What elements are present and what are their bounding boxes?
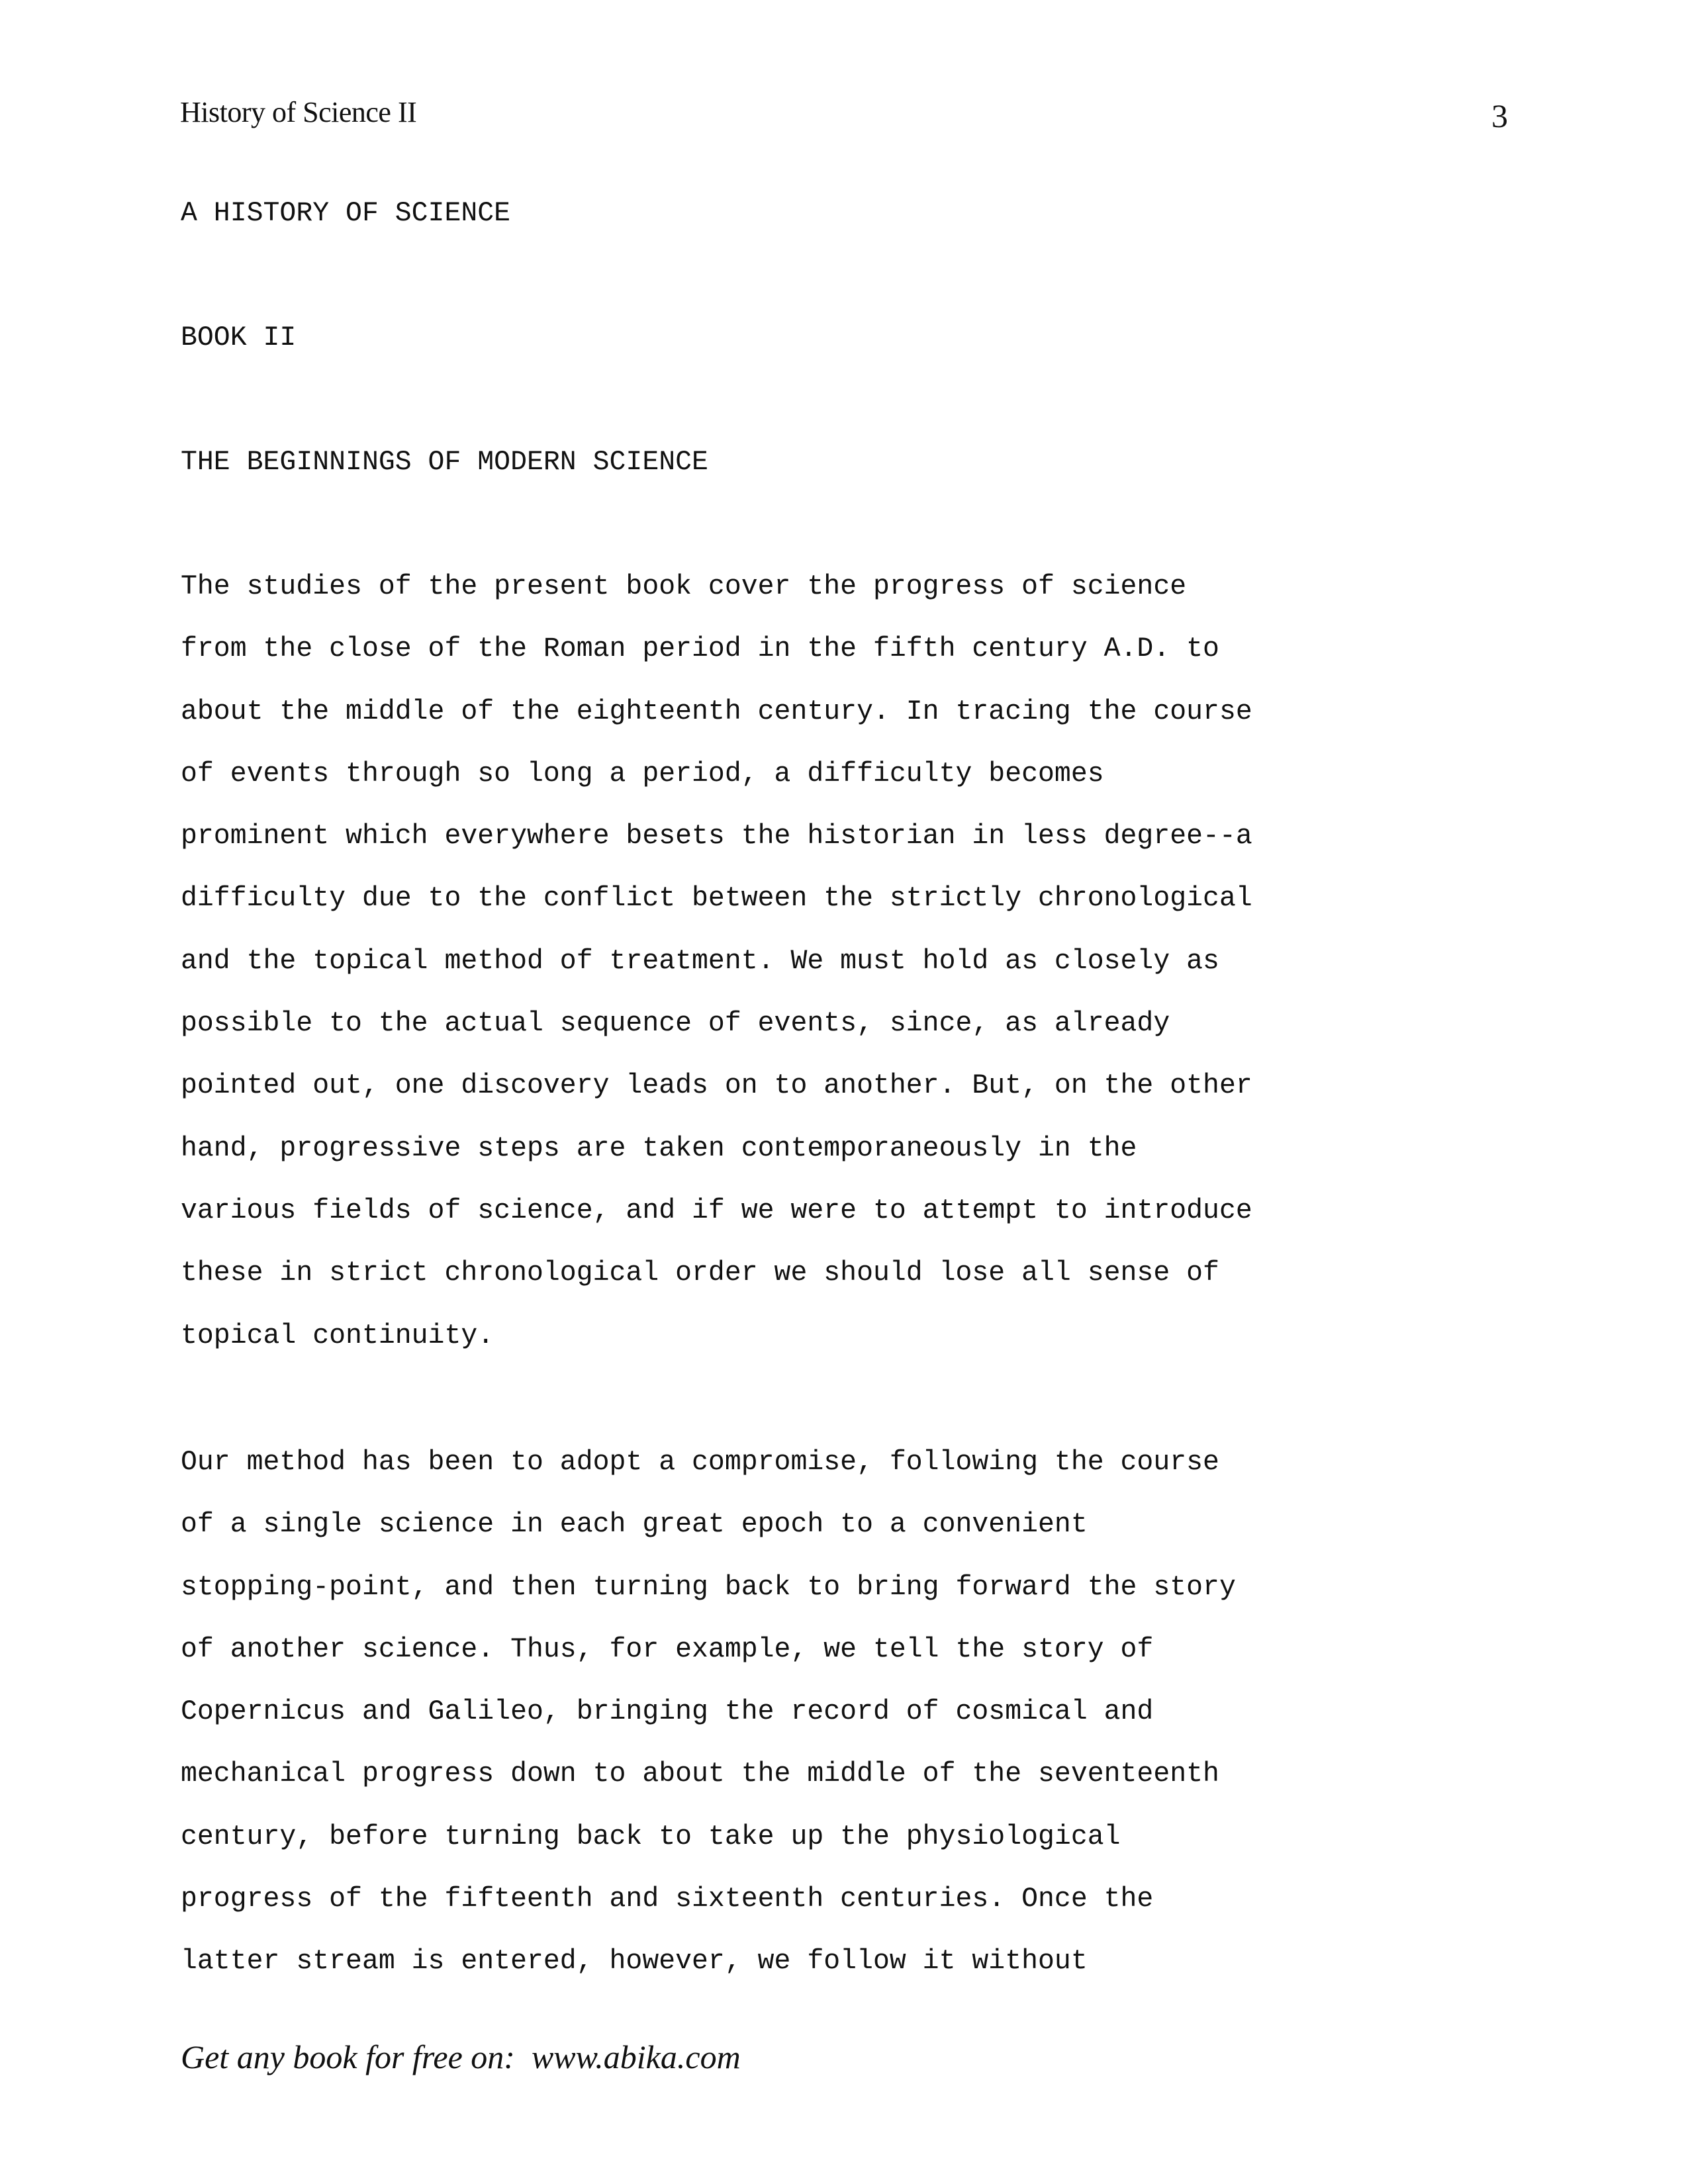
text-line: mechanical progress down to about the middle of the seventeenth	[181, 1758, 1219, 1790]
text-line: century, before turning back to take up the physiological	[181, 1821, 1121, 1852]
text-line: prominent which everywhere besets the historian in less degree--a	[181, 821, 1252, 852]
text-line: Our method has been to adopt a compromise, following the course	[181, 1447, 1219, 1478]
footer-promo: Get any book for free on: www.abika.com	[181, 2038, 741, 2075]
page-number: 3	[1491, 97, 1508, 134]
text-line: Copernicus and Galileo, bringing the record of cosmical and	[181, 1696, 1154, 1728]
paragraph-2	[181, 1449, 1236, 2011]
text-line: progress of the fifteenth and sixteenth centuries. Once the	[181, 1884, 1154, 1915]
text-line: pointed out, one discovery leads on to another. But, on the other	[181, 1070, 1252, 1102]
text-line: latter stream is entered, however, we follow it without	[181, 1946, 1088, 1978]
text-line: from the close of the Roman period in the fifth century A.D. to	[181, 633, 1219, 665]
book-number: BOOK II	[181, 322, 297, 353]
paragraph-1	[181, 573, 1252, 1385]
text-line: stopping-point, and then turning back to bring forward the story	[181, 1571, 1236, 1603]
book-title: THE BEGINNINGS OF MODERN SCIENCE	[181, 447, 708, 478]
running-head: History of Science II	[180, 96, 417, 128]
text-line: and the topical method of treatment. We must hold as closely as	[181, 945, 1219, 977]
text-line: of events through so long a period, a difficulty becomes	[181, 758, 1104, 790]
text-line: of a single science in each great epoch to a convenient	[181, 1509, 1088, 1541]
text-line: of another science. Thus, for example, we tell the story of	[181, 1633, 1154, 1665]
text-line: possible to the actual sequence of events, since, as already	[181, 1008, 1170, 1040]
text-line: difficulty due to the conflict between the strictly chronological	[181, 883, 1252, 915]
text-line: various fields of science, and if we were to attempt to introduce	[181, 1195, 1252, 1226]
text-line: topical continuity.	[181, 1320, 494, 1351]
text-line: these in strict chronological order we should lose all sense of	[181, 1257, 1219, 1289]
text-line: The studies of the present book cover the progress of science	[181, 571, 1187, 602]
text-line: hand, progressive steps are taken contemporaneously in the	[181, 1132, 1137, 1164]
text-line: about the middle of the eighteenth century. In tracing the course	[181, 696, 1252, 727]
work-title: A HISTORY OF SCIENCE	[181, 198, 511, 229]
